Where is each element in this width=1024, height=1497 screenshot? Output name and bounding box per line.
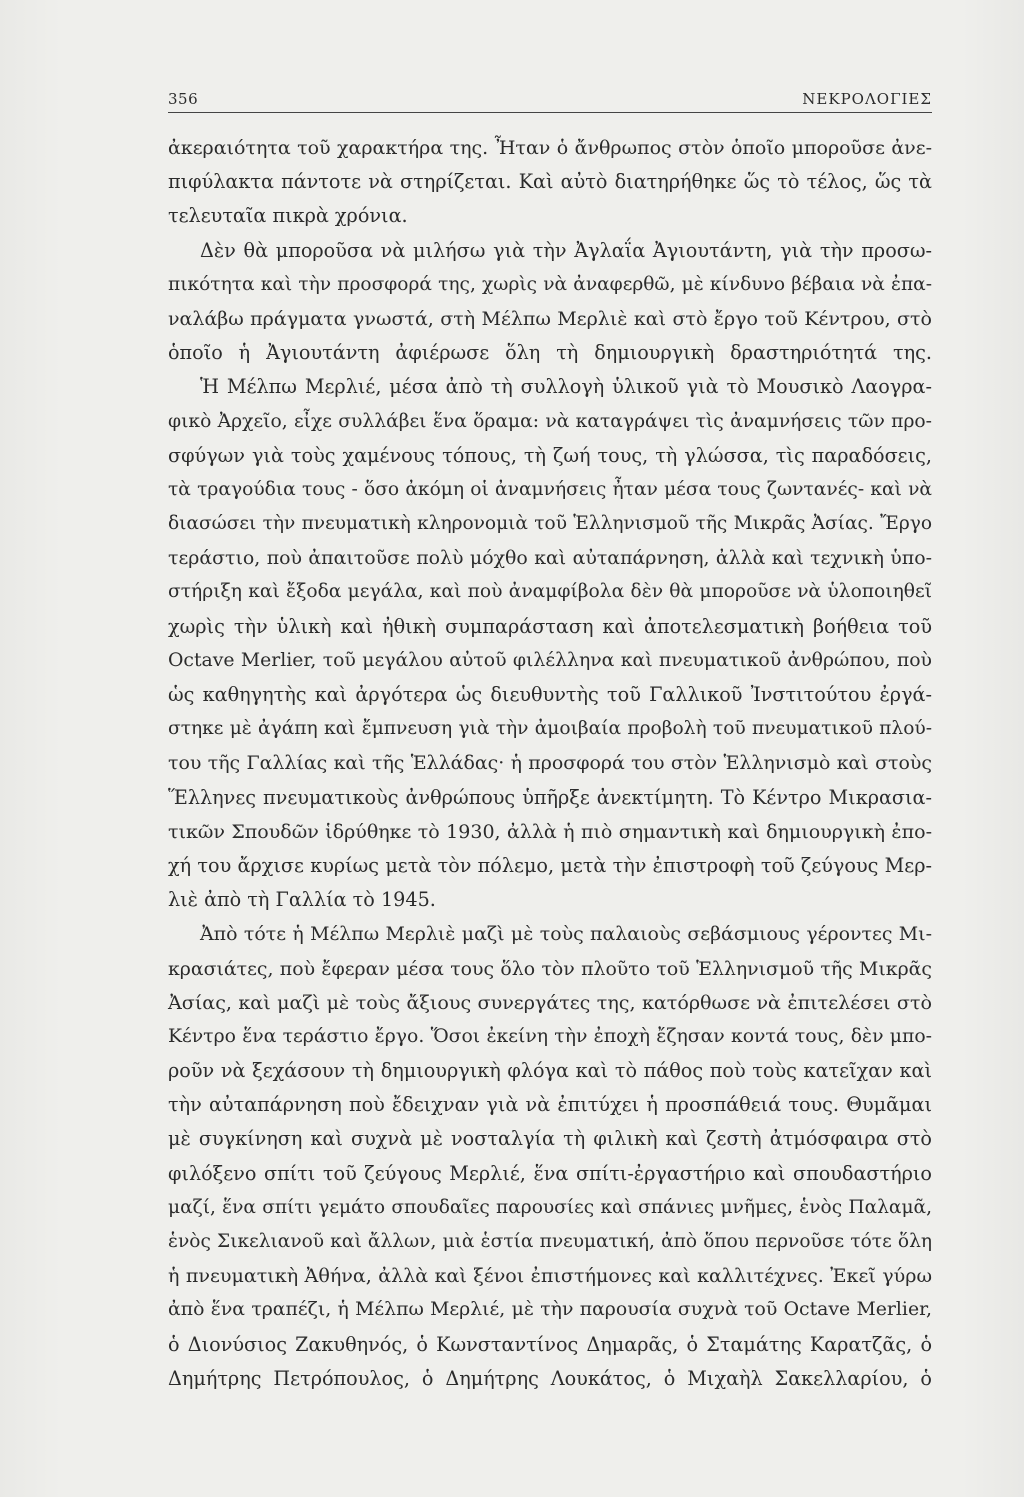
text-line: διασώσει τὴν πνευματικὴ κληρονομιὰ τοῦ Ἑλληνισμοῦ τῆς Μικρᾶς Ἀσίας. Ἔργο bbox=[168, 513, 932, 535]
paragraph-start-line: Ἡ Μέλπω Μερλιέ, μέσα ἀπὸ τὴ συλλογὴ ὑλικοῦ γιὰ τὸ Μουσικὸ Λαογρα- bbox=[200, 375, 932, 399]
paragraph-start-line: Δὲν θὰ μποροῦσα νὰ μιλήσω γιὰ τὴν Ἀγλαΐα Ἀγιουτάντη, γιὰ τὴν προσω- bbox=[200, 238, 932, 262]
text-line: ὁποῖο ἡ Ἀγιουτάντη ἀφιέρωσε ὅλη τὴ δημιουργικὴ δραστηριότητά της. bbox=[168, 341, 932, 365]
text-line: φικὸ Ἀρχεῖο, εἶχε συλλάβει ἕνα ὅραμα: νὰ καταγράψει τὶς ἀναμνήσεις τῶν προ- bbox=[168, 410, 932, 432]
page-header bbox=[168, 86, 932, 113]
text-line: χή του ἄρχισε κυρίως μετὰ τὸν πόλεμο, μετὰ τὴν ἐπιστροφὴ τοῦ ζεύγους Μερ- bbox=[168, 853, 932, 877]
text-line: ἀκεραιότητα τοῦ χαρακτήρα της. Ἦταν ὁ ἄνθρωπος στὸν ὁποῖο μποροῦσε ἀνε- bbox=[168, 137, 932, 159]
text-line: ἀπὸ ἕνα τραπέζι, ἡ Μέλπω Μερλιέ, μὲ τὴν παρουσία συχνὰ τοῦ Octave Merlier, bbox=[168, 1299, 932, 1321]
text-line: ὁ Διονύσιος Ζακυθηνός, ὁ Κωνσταντίνος Δημαρᾶς, ὁ Σταμάτης Καρατζᾶς, ὁ bbox=[168, 1332, 932, 1356]
page-number: 356 bbox=[168, 90, 199, 108]
text-line: φιλόξενο σπίτι τοῦ ζεύγους Μερλιέ, ἕνα σπίτι-ἐργαστήριο καὶ σπουδαστήριο bbox=[168, 1161, 932, 1185]
text-line: στήριξη καὶ ἔξοδα μεγάλα, καὶ ποὺ ἀναμφίβολα δὲν θὰ μποροῦσε νὰ ὑλοποιηθεῖ bbox=[168, 581, 932, 603]
text-line: ἡ πνευματικὴ Ἀθήνα, ἀλλὰ καὶ ξένοι ἐπιστήμονες καὶ καλλιτέχνες. Ἐκεῖ γύρω bbox=[168, 1265, 932, 1288]
text-line: Octave Merlier, τοῦ μεγάλου αὐτοῦ φιλέλληνα καὶ πνευματικοῦ ἀνθρώπου, ποὺ bbox=[168, 649, 932, 671]
text-line: πικότητα καὶ τὴν προσφορά της, χωρὶς νὰ ἀναφερθῶ, μὲ κίνδυνο βέβαια νὰ ἐπα- bbox=[168, 273, 932, 295]
text-line: στηκε μὲ ἀγάπη καὶ ἔμπνευση γιὰ τὴν ἀμοιβαία προβολὴ τοῦ πνευματικοῦ πλού- bbox=[168, 718, 932, 740]
text-line: ναλάβω πράγματα γνωστά, στὴ Μέλπω Μερλιὲ καὶ στὸ ἔργο τοῦ Κέντρου, στὸ bbox=[168, 307, 932, 330]
text-line: πιφύλακτα πάντοτε νὰ στηρίζεται. Καὶ αὐτὸ διατηρήθηκε ὥς τὸ τέλος, ὥς τὰ bbox=[168, 170, 932, 194]
text-line: τὴν αὐταπάρνηση ποὺ ἔδειχναν γιὰ νὰ ἐπιτύχει ἡ προσπάθειά τους. Θυμᾶμαι bbox=[168, 1093, 932, 1117]
text-line: κρασιάτες, ποὺ ἔφεραν μέσα τους ὅλο τὸν πλοῦτο τοῦ Ἑλληνισμοῦ τῆς Μικρᾶς bbox=[168, 957, 932, 980]
text-line: λιὲ ἀπὸ τὴ Γαλλία τὸ 1945. bbox=[168, 888, 436, 912]
text-line: Ἕλληνες πνευματικοὺς ἀνθρώπους ὑπῆρξε ἀνεκτίμητη. Τὸ Κέντρο Μικρασια- bbox=[168, 785, 932, 809]
paragraph-start-line: Ἀπὸ τότε ἡ Μέλπω Μερλιὲ μαζὶ μὲ τοὺς παλαιοὺς σεβάσμιους γέροντες Μι- bbox=[200, 923, 932, 946]
text-line: του τῆς Γαλλίας καὶ τῆς Ἑλλάδας· ἡ προσφορά του στὸν Ἑλληνισμὸ καὶ στοὺς bbox=[168, 752, 932, 775]
text-line: τὰ τραγούδια τους - ὅσο ἀκόμη οἱ ἀναμνήσεις ἦταν μέσα τους ζωντανές- καὶ νὰ bbox=[168, 478, 932, 500]
text-line: Ἀσίας, καὶ μαζὶ μὲ τοὺς ἄξιους συνεργάτες της, κατόρθωσε νὰ ἐπιτελέσει στὸ bbox=[168, 990, 932, 1014]
text-line: τελευταῖα πικρὰ χρόνια. bbox=[168, 204, 408, 228]
text-line: χωρὶς τὴν ὑλικὴ καὶ ἠθικὴ συμπαράσταση καὶ ἀποτελεσματικὴ βοήθεια τοῦ bbox=[168, 614, 932, 638]
text-line: Δημήτρης Πετρόπουλος, ὁ Δημήτρης Λουκάτος, ὁ Μιχαὴλ Σακελλαρίου, ὁ bbox=[168, 1366, 932, 1390]
text-line: Κέντρο ἕνα τεράστιο ἔργο. Ὅσοι ἐκείνη τὴν ἐποχὴ ἔζησαν κοντά τους, δὲν μπο- bbox=[168, 1025, 932, 1047]
text-line: ἑνὸς Σικελιανοῦ καὶ ἄλλων, μιὰ ἑστία πνευματική, ἀπὸ ὅπου περνοῦσε τότε ὅλη bbox=[168, 1231, 932, 1252]
running-head: ΝΕΚΡΟΛΟΓΙΕΣ bbox=[802, 90, 932, 108]
text-line: μὲ συγκίνηση καὶ συχνὰ μὲ νοσταλγία τὴ φιλικὴ καὶ ζεστὴ ἀτμόσφαιρα στὸ bbox=[168, 1127, 932, 1151]
text-line: τικῶν Σπουδῶν ἱδρύθηκε τὸ 1930, ἀλλὰ ἡ πιὸ σημαντικὴ καὶ δημιουργικὴ ἐπο- bbox=[168, 820, 932, 843]
text-line: ροῦν νὰ ξεχάσουν τὴ δημιουργικὴ φλόγα καὶ τὸ πάθος ποὺ τοὺς κατεῖχαν καὶ bbox=[168, 1059, 932, 1083]
text-line: μαζί, ἕνα σπίτι γεμάτο σπουδαῖες παρουσίες καὶ σπάνιες μνῆμες, ἑνὸς Παλαμᾶ, bbox=[168, 1196, 932, 1218]
body-text bbox=[168, 131, 932, 1396]
text-line: τεράστιο, ποὺ ἀπαιτοῦσε πολὺ μόχθο καὶ αὐταπάρνηση, ἀλλὰ καὶ τεχνικὴ ὑπο- bbox=[168, 547, 932, 570]
text-line: σφύγων γιὰ τοὺς χαμένους τόπους, τὴ ζωή τους, τὴ γλώσσα, τὶς παραδόσεις, bbox=[168, 443, 932, 467]
text-line: ὡς καθηγητὴς καὶ ἀργότερα ὡς διευθυντὴς τοῦ Γαλλικοῦ Ἰνστιτούτου ἐργά- bbox=[168, 683, 932, 706]
